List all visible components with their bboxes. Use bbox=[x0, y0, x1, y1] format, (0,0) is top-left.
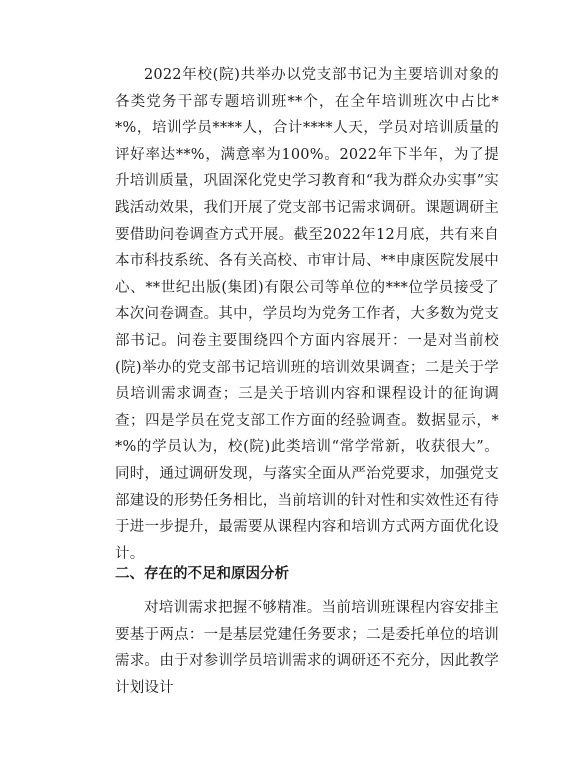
section-heading bbox=[115, 561, 499, 588]
body-paragraph-1 bbox=[115, 62, 499, 567]
paragraph-text: 2022年校(院)共举办以党支部书记为主要培训对象的各类党务干部专题培训班**个，在全年培训班次中占比**%，培训学员****人，合计****人天，学员对培训质量的评好率达**%，满意率为100%。2022年下半年，为了提升培训质量，巩固深化党史学习教育和“我为群众办实事”实践活动效果，我们开展了党支部书记需求调研。课题调研主要借助问卷调查方式开展。截至2022年12月底，共有来自本市科技系统、各有关高校、市审计局、**申康医院发展中心、**世纪出版(集团)有限公司等单位的***位学员接受了本次问卷调查。其中，学员均为党务工作者，大多数为党支部书记。问卷主要围绕四个方面内容展开：一是对当前校(院)举办的党支部书记培训班的培训效果调查；二是关于学员培训需求调查；三是关于培训内容和课程设计的征询调查；四是学员在党支部工作方面的经验调查。数据显示，**%的学员认为，校(院)此类培训“常学常新，收获很大”。同时，通过调研发现，与落实全面从严治党要求，加强党支部建设的形势任务相比，当前培训的针对性和实效性还有待于进一步提升，最需要从课程内容和培训方式两方面优化设计。 bbox=[115, 67, 499, 562]
body-paragraph-2 bbox=[115, 595, 499, 701]
section-heading-text: 二、存在的不足和原因分析 bbox=[115, 565, 289, 582]
paragraph-text: 对培训需求把握不够精准。当前培训班课程内容安排主要基于两点：一是基层党建任务要求；二是委托单位的培训需求。由于对参训学员培训需求的调研还不充分，因此教学计划设计 bbox=[115, 600, 499, 696]
